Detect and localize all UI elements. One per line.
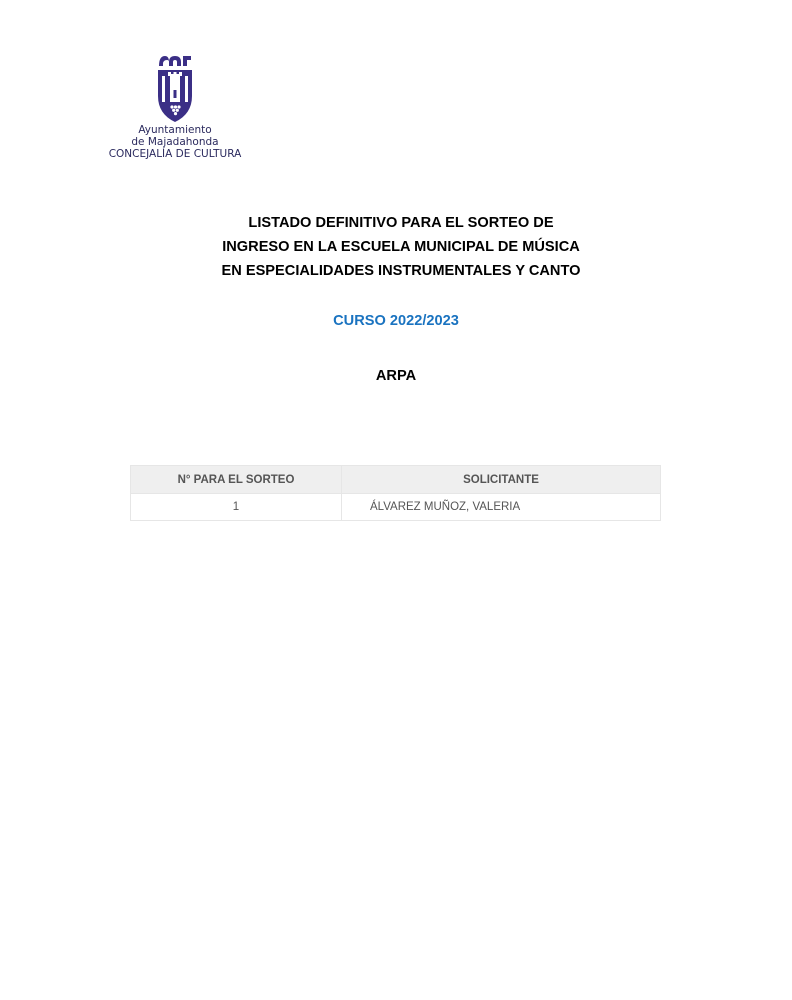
column-header-number: N° PARA EL SORTEO [131, 466, 342, 494]
coat-of-arms-icon [155, 52, 195, 124]
title-line-2: INGRESO EN LA ESCUELA MUNICIPAL DE MÚSICA [222, 239, 580, 255]
title-line-1: LISTADO DEFINITIVO PARA EL SORTEO DE [248, 215, 554, 231]
specialty-name: ARPA [375, 368, 417, 384]
draw-number-cell: 1 [131, 494, 342, 521]
org-name-line1: Ayuntamiento [138, 124, 212, 136]
column-header-applicant: SOLICITANTE [342, 466, 661, 494]
applicant-name-cell: ÁLVAREZ MUÑOZ, VALERIA [342, 494, 661, 521]
title-line-3: EN ESPECIALIDADES INSTRUMENTALES Y CANTO [221, 263, 581, 279]
org-name-line2: de Majadahonda [131, 136, 219, 148]
applicants-table [130, 465, 661, 521]
municipal-logo [108, 52, 242, 174]
table-row [131, 494, 661, 521]
org-department: CONCEJALÍA DE CULTURA [108, 148, 242, 160]
table-header-row [131, 466, 661, 494]
course-year: CURSO 2022/2023 [333, 313, 459, 329]
document-title [0, 211, 792, 283]
